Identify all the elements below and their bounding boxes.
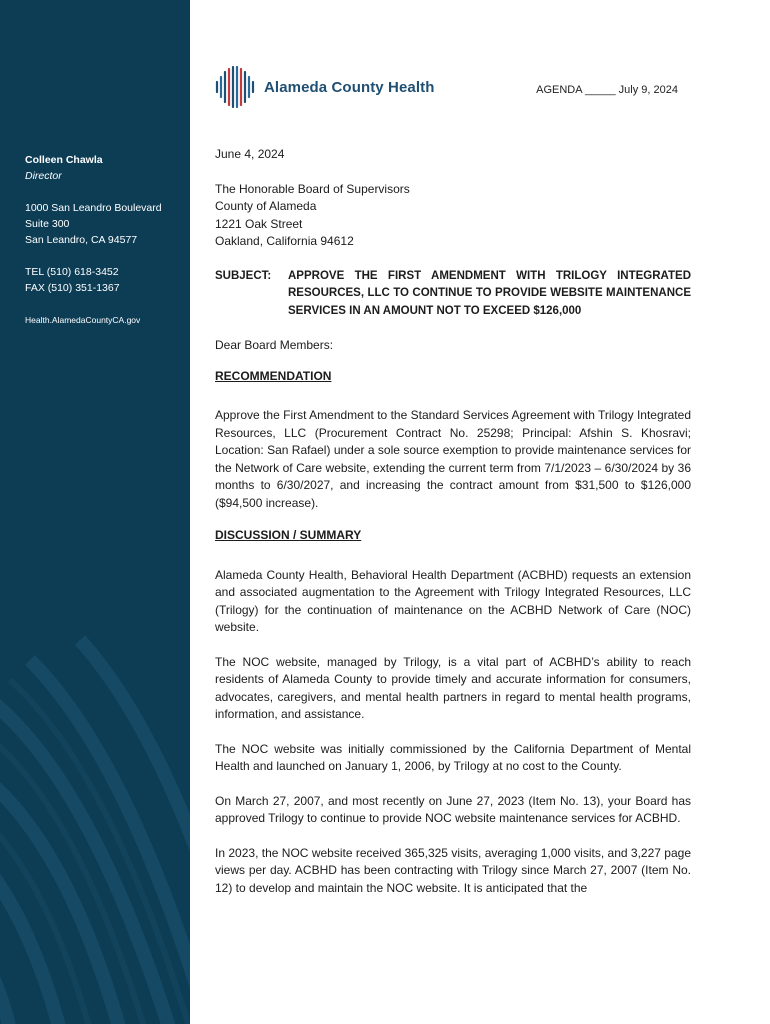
discussion-heading: DISCUSSION / SUMMARY bbox=[215, 528, 362, 542]
telephone: TEL (510) 618-3452 bbox=[25, 266, 119, 278]
director-name: Colleen Chawla bbox=[25, 154, 103, 166]
recipient-line: 1221 Oak Street bbox=[215, 216, 303, 231]
director-title: Director bbox=[25, 170, 62, 182]
discussion-paragraph: Alameda County Health, Behavioral Health Department (ACBHD) requests an extension and associated augmentation to the Agreement with Trilogy Integrated Resources, LLC (Trilogy) for the continuation of maintenance on the ACBHD Network of Care (NOC) website. bbox=[215, 567, 691, 634]
recipient-address bbox=[215, 181, 691, 251]
agenda-line: AGENDA _____ July 9, 2024 bbox=[536, 84, 678, 96]
recipient-line: The Honorable Board of Supervisors bbox=[215, 181, 410, 196]
discussion-paragraph: On March 27, 2007, and most recently on June 27, 2023 (Item No. 13), your Board has approved Trilogy to continue to provide NOC website maintenance services for ACBHD. bbox=[215, 793, 691, 825]
contact-block bbox=[25, 152, 185, 328]
letter-body bbox=[215, 146, 691, 897]
salutation: Dear Board Members: bbox=[215, 338, 334, 352]
discussion-paragraph: In 2023, the NOC website received 365,325 visits, averaging 1,000 visits, and 3,227 page views per day. ACBHD has been contracting with Trilogy since March 27, 2007 (Item No. 12) to develop and maintain the NOC website. It is anticipated that the bbox=[215, 845, 691, 895]
fax: FAX (510) 351-1367 bbox=[25, 282, 120, 294]
subject-text: APPROVE THE FIRST AMENDMENT WITH TRILOGY INTEGRATED RESOURCES, LLC TO CONTINUE TO PROVIDE WEBSITE MAINTENANCE SERVICES IN AN AMOUNT NOT TO EXCEED $126,000 bbox=[288, 269, 691, 317]
recommendation-heading: RECOMMENDATION bbox=[215, 368, 332, 383]
website-link[interactable]: Health.AlamedaCountyCA.gov bbox=[25, 315, 141, 325]
subject-label: SUBJECT: bbox=[215, 269, 272, 282]
subject-block bbox=[215, 268, 691, 321]
discussion-paragraph: The NOC website was initially commissioned by the California Department of Mental Health and launched on January 1, 2006, by Trilogy at no cost to the County. bbox=[215, 741, 691, 773]
recipient-line: County of Alameda bbox=[215, 199, 317, 213]
county-logo-icon bbox=[214, 66, 256, 108]
recommendation-paragraph: Approve the First Amendment to the Standard Services Agreement with Trilogy Integrated Resources, LLC (Procurement Contract No. 25298; Principal: Afshin S. Khosravi; Location: San Rafael) under a sole source exemption to provide maintenance services for the Network of Care website, extending the current term from 7/1/2023 – 6/30/2024 by 36 months to 6/30/2027, and increasing the contract amount from $31,500 to $126,000 ($94,500 increase). bbox=[215, 408, 691, 510]
logo bbox=[214, 66, 434, 108]
discussion-paragraph: The NOC website, managed by Trilogy, is a vital part of ACBHD’s ability to reach residents of Alameda County to provide timely and accurate information for consumers, advocates, caregivers, and mental health partners in regard to mental health programs, information, and assistance. bbox=[215, 654, 691, 721]
logo-text: Alameda County Health bbox=[264, 78, 435, 96]
sidebar bbox=[0, 0, 190, 1024]
letter-date: June 4, 2024 bbox=[215, 147, 285, 161]
address-line: Suite 300 bbox=[25, 218, 70, 230]
address-line: 1000 San Leandro Boulevard bbox=[25, 202, 162, 214]
address-line: San Leandro, CA 94577 bbox=[25, 234, 138, 246]
recipient-line: Oakland, California 94612 bbox=[215, 234, 354, 248]
